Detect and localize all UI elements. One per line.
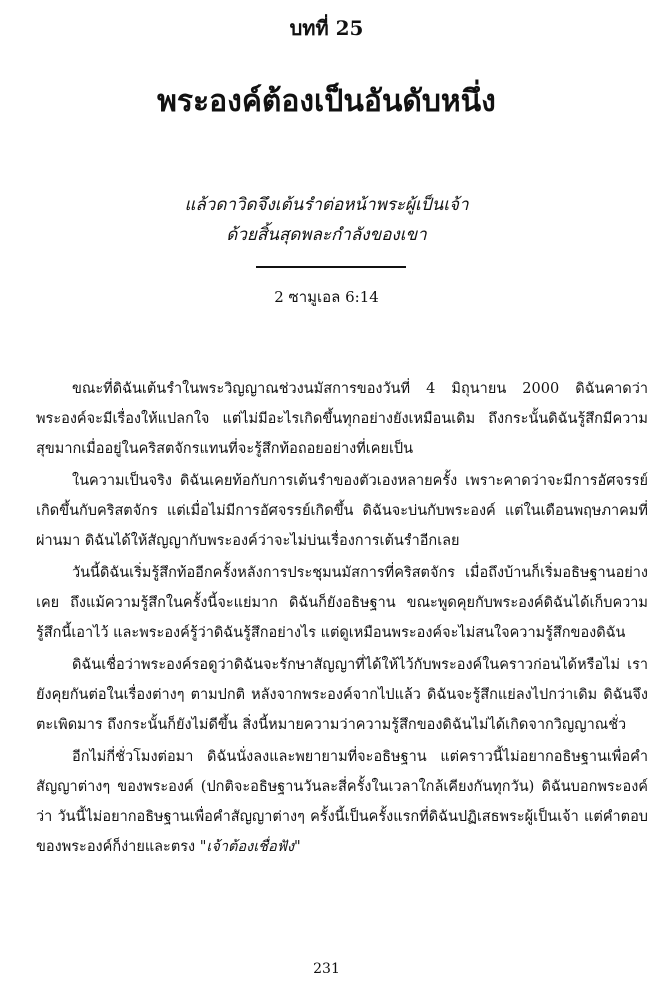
body-text (36, 374, 648, 864)
emphasized-quote: "เจ้าต้องเชื่อฟัง" (199, 839, 301, 855)
page-number: 231 (313, 961, 340, 977)
epigraph (0, 190, 653, 250)
paragraph: ในความเป็นจริง ดิฉันเคยท้อกับการเต้นรำของตัวเองหลายครั้ง เพราะคาดว่าจะมีการอัศจรรย์เกิดขึ้นกับคริสตจักร แต่เมื่อไม่มีการอัศจรรย์เกิดขึ้น ดิฉันจะบ่นกับพระองค์ แต่ในเดือนพฤษภาคมที่ผ่านมา ดิฉันได้ให้สัญญากับพระองค์ว่าจะไม่บ่นเรื่องการเต้นรำอีกเลย (36, 473, 648, 549)
epigraph-line: แล้วดาวิดจึงเต้นรำต่อหน้าพระผู้เป็นเจ้า (184, 195, 469, 215)
epigraph-line: ด้วยสิ้นสุดพละกำลังของเขา (226, 225, 427, 245)
paragraph-last (36, 742, 648, 862)
paragraph: ดิฉันเชื่อว่าพระองค์รอดูว่าดิฉันจะรักษาสัญญาที่ได้ให้ไว้กับพระองค์ในคราวก่อนได้หรือไม่ เรายังคุยกันต่อในเรื่องต่างๆ ตามปกติ หลังจากพระองค์จากไปแล้ว ดิฉันจะรู้สึกแย่ลงไปกว่าเดิม ดิฉันจึงตะเพิดมาร ถึงกระนั้นก็ยังไม่ดีขึ้น สิ่งนี้หมายความว่าความรู้สึกของดิฉันไม่ได้เกิดจากวิญญาณชั่ว (36, 657, 648, 733)
epigraph-divider (256, 266, 406, 268)
chapter-number: บทที่ 25 (289, 16, 364, 40)
paragraph-text: อีกไม่กี่ชั่วโมงต่อมา ดิฉันนั่งลงและพยายามที่จะอธิษฐาน แต่คราวนี้ไม่อยากอธิษฐานเพื่อคำสัญญาต่างๆ ของพระองค์ (ปกติจะอธิษฐานวันละสี่ครั้งในเวลาใกล้เคียงกันทุกวัน) ดิฉันบอกพระองค์ว่า วันนี้ไม่อยากอธิษฐานเพื่อคำสัญญาต่างๆ ครั้งนี้เป็นครั้งแรกที่ดิฉันปฏิเสธพระผู้เป็นเจ้า แต่คำตอบของพระองค์ก็ง่ายและตรง (36, 749, 648, 855)
paragraph: วันนี้ดิฉันเริ่มรู้สึกท้ออีกครั้งหลังการประชุมนมัสการที่คริสตจักร เมื่อถึงบ้านก็เริ่มอธิษฐานอย่างเคย ถึงแม้ความรู้สึกในครั้งนี้จะแย่มาก ดิฉันก็ยังอธิษฐาน ขณะพูดคุยกับพระองค์ดิฉันได้เก็บความรู้สึกนี้เอาไว้ และพระองค์รู้ว่าดิฉันรู้สึกอย่างไร แต่ดูเหมือนพระองค์จะไม่สนใจความรู้สึกของดิฉัน (36, 565, 648, 641)
paragraph: ขณะที่ดิฉันเต้นรำในพระวิญญาณช่วงนมัสการของวันที่ 4 มิถุนายน 2000 ดิฉันคาดว่าพระองค์จะมีเรื่องให้แปลกใจ แต่ไม่มีอะไรเกิดขึ้นทุกอย่างยังเหมือนเดิม ถึงกระนั้นดิฉันรู้สึกมีความสุขมากเมื่ออยู่ในคริสตจักรแทนที่จะรู้สึกท้อถอยอย่างที่เคยเป็น (36, 381, 648, 457)
chapter-title: พระองค์ต้องเป็นอันดับหนึ่ง (157, 84, 496, 119)
scripture-reference: 2 ซามูเอล 6:14 (274, 288, 379, 306)
